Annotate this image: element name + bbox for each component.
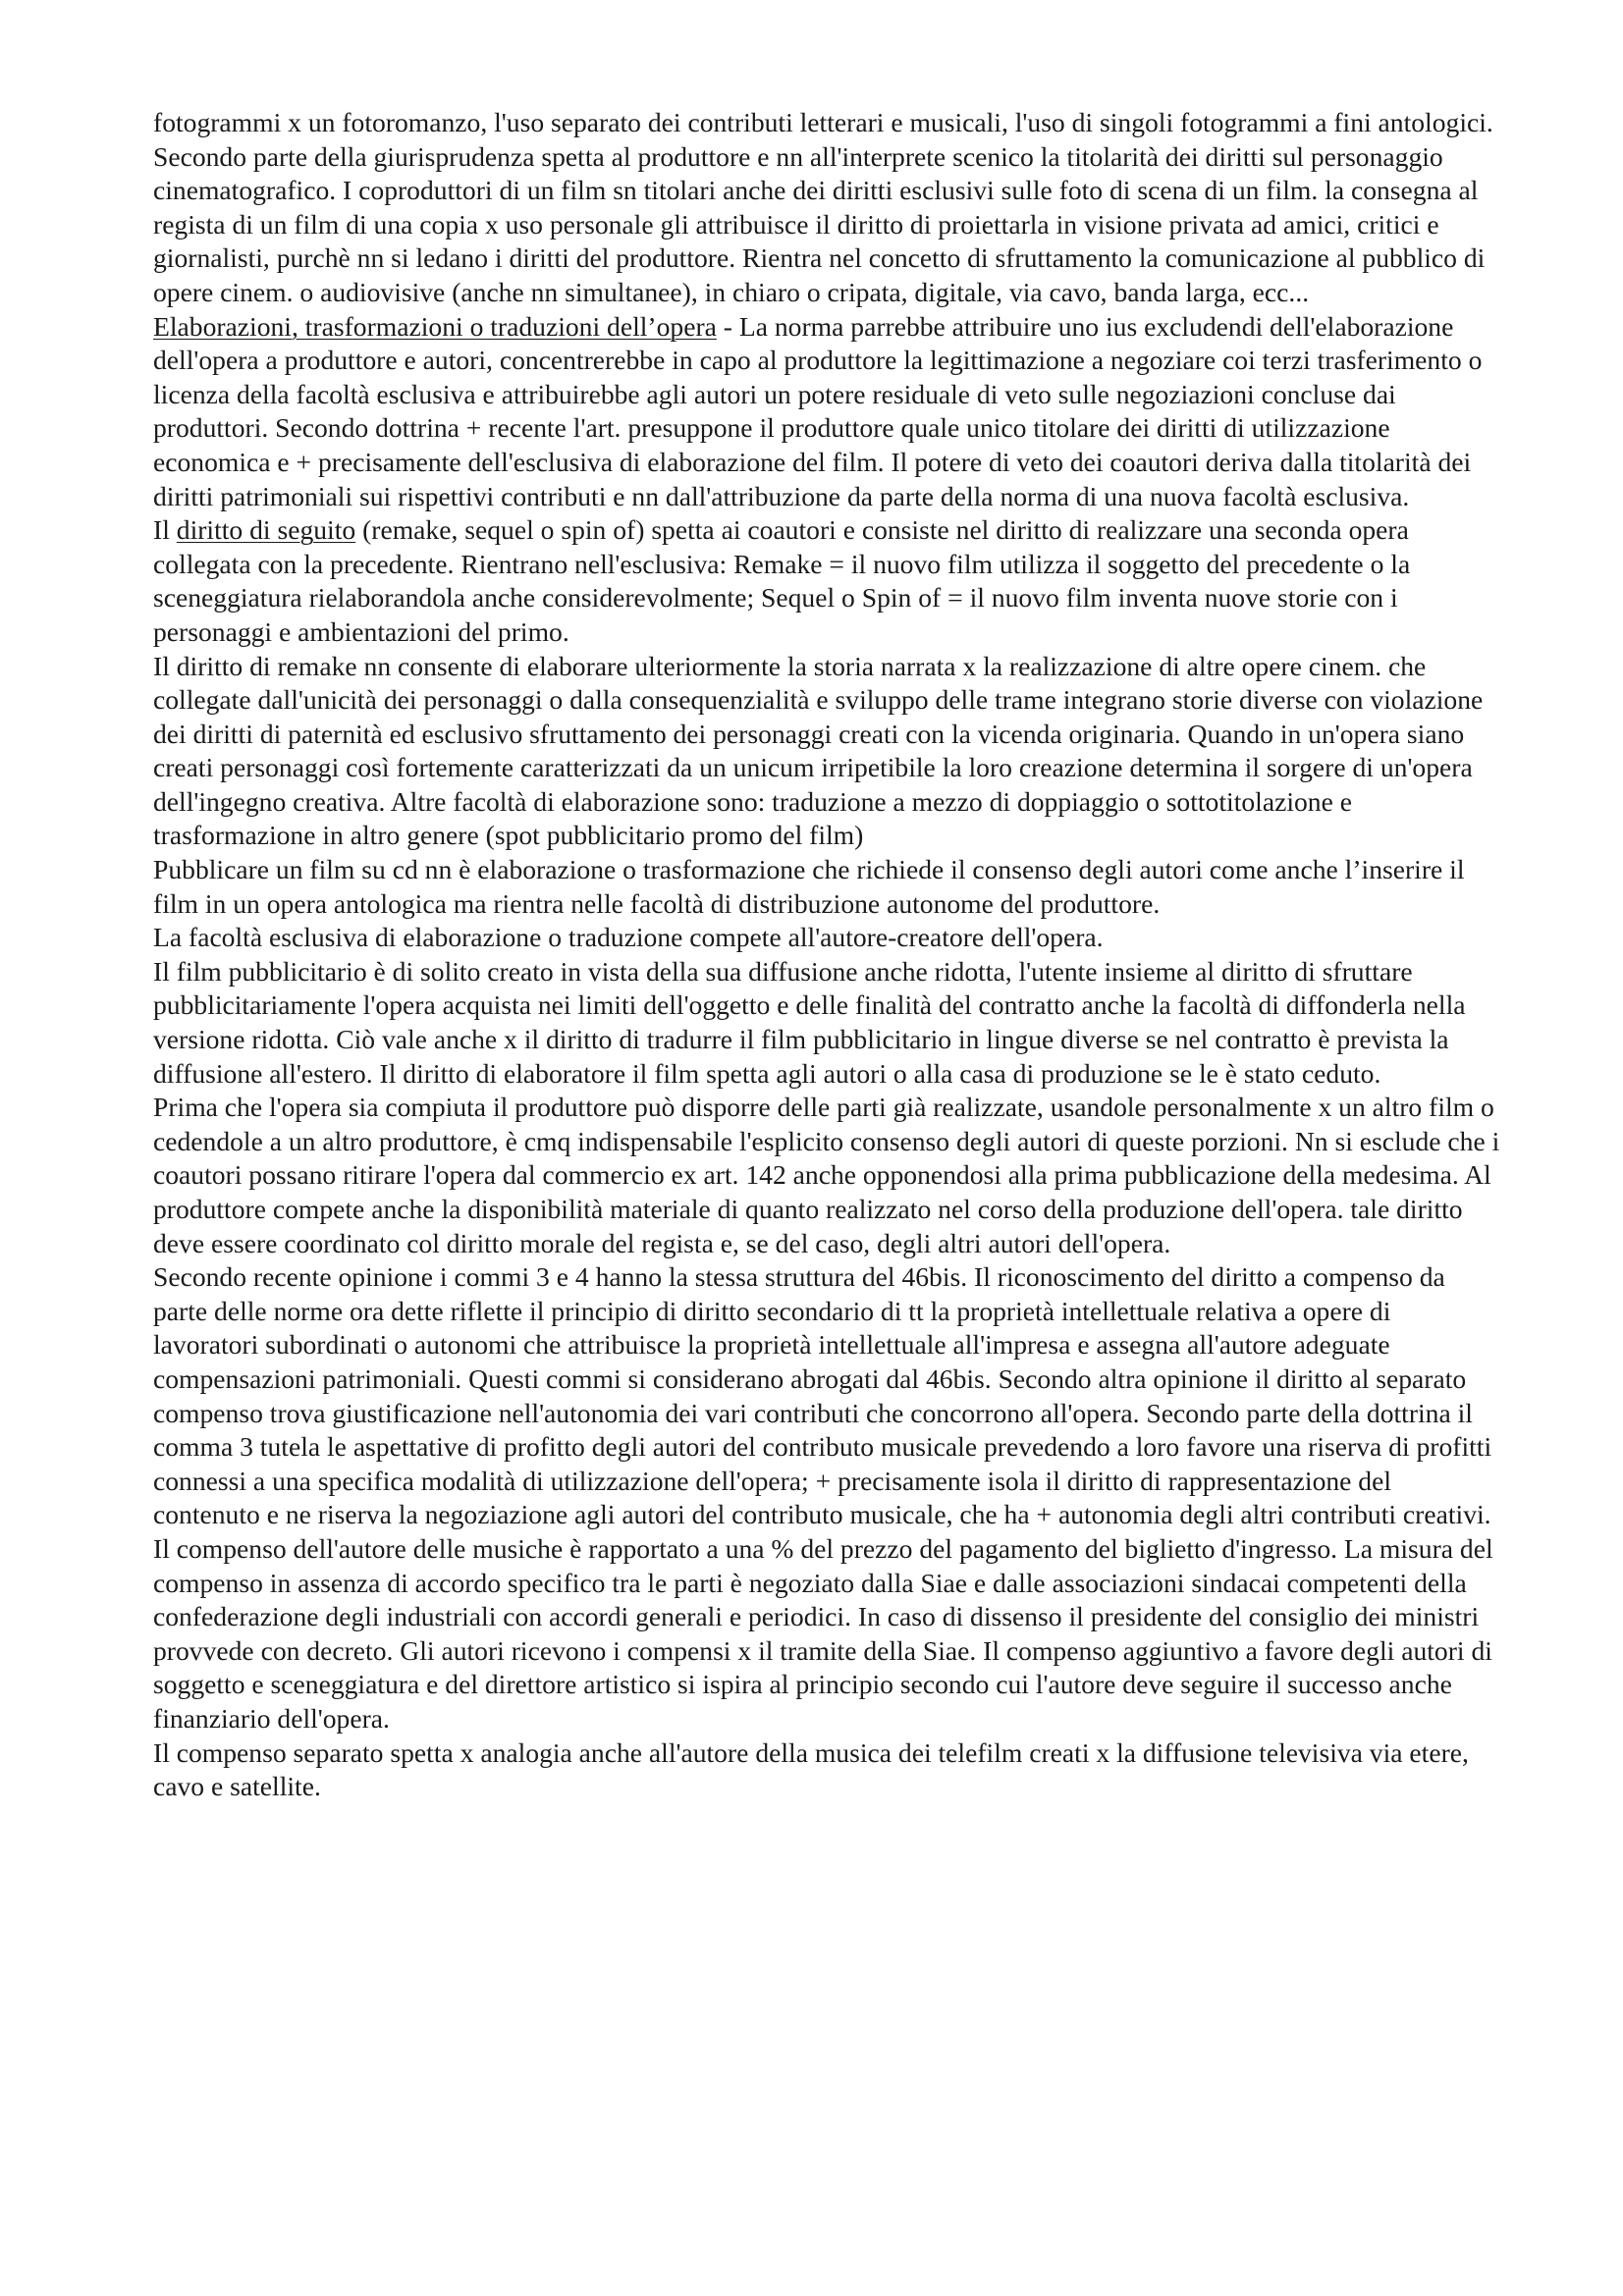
section-heading-diritto-di-seguito: diritto di seguito bbox=[176, 514, 356, 546]
paragraph-3 bbox=[153, 513, 1500, 649]
paragraph-9: Secondo recente opinione i commi 3 e 4 hanno la stessa struttura del 46bis. Il riconoscimento del diritto a compenso da parte delle norme ora dette riflette il principio di diritto secondario di tt la proprietà intellettuale relativa a opere di lavoratori subordinati o autonomi che attribuisce la proprietà intellettuale all'impresa e assegna all'autore adeguate compensazioni patrimoniali. Questi commi si considerano abrogati dal 46bis. Secondo altra opinione il diritto al separato compenso trova giustificazione nell'autonomia dei vari contributi che concorrono all'opera. Secondo parte della dottrina il comma 3 tutela le aspettative di profitto degli autori del contributo musicale prevedendo a loro favore una riserva di profitti connessi a una specifica modalità di utilizzazione dell'opera; + precisamente isola il diritto di rappresentazione del contenuto e ne riserva la negoziazione agli autori del contributo musicale, che ha + autonomia degli altri contributi creativi. bbox=[153, 1261, 1492, 1530]
paragraph-10: Il compenso dell'autore delle musiche è rapportato a una % del prezzo del pagamento del biglietto d'ingresso. La misura del compenso in assenza di accordo specifico tra le parti è negoziato dalla Siae e dalle associazioni sindacai competenti della confederazione degli industriali con accordi generali e periodici. In caso di dissenso il presidente del consiglio dei ministri provvede con decreto. Gli autori ricevono i compensi x il tramite della Siae. Il compenso aggiuntivo a favore degli autori di soggetto e sceneggiatura e del direttore artistico si ispira al principio secondo cui l'autore deve seguire il successo anche finanziario dell'opera. bbox=[153, 1532, 1493, 1734]
paragraph-11: Il compenso separato spetta x analogia anche all'autore della musica dei telefilm creati x la diffusione televisiva via etere, cavo e satellite. bbox=[153, 1736, 1469, 1802]
paragraph-4: Il diritto di remake nn consente di elaborare ulteriormente la storia narrata x la realizzazione di altre opere cinem. che collegate dall'unicità dei personaggi o dalla consequenzialità e sviluppo delle trame integrano storie diverse con violazione dei diritti di paternità ed esclusivo sfruttamento dei personaggi creati con la vicenda originaria. Quando in un'opera siano creati personaggi così fortemente caratterizzati da un unicum irripetibile la loro creazione determina il sorgere di un'opera dell'ingegno creativa. Altre facoltà di elaborazione sono: traduzione a mezzo di doppiaggio o sottotitolazione e trasformazione in altro genere (spot pubblicitario promo del film) bbox=[153, 650, 1484, 851]
document-page bbox=[153, 106, 1500, 1804]
paragraph-5: Pubblicare un film su cd nn è elaborazione o trasformazione che richiede il consenso degli autori come anche l’inserire il film in un opera antologica ma rientra nelle facoltà di distribuzione autonome del produttore. bbox=[153, 854, 1465, 919]
paragraph-3-lead: Il bbox=[153, 514, 177, 546]
paragraph-2-body: - La norma parrebbe attribuire uno ius excludendi dell'elaborazione dell'opera a produttore e autori, concentrerebbe in capo al produttore la legittimazione a negoziare coi terzi trasferimento o licenza della facoltà esclusiva e attribuirebbe agli autori un potere residuale di veto sulle negoziazioni concluse dai produttori. Secondo dottrina + recente l'art. presuppone il produttore quale unico titolare dei diritti di utilizzazione economica e + precisamente dell'esclusiva di elaborazione del film. Il potere di veto dei coautori deriva dalla titolarità dei diritti patrimoniali sui rispettivi contributi e nn dall'attribuzione da parte della norma di una nuova facoltà esclusiva. bbox=[153, 310, 1483, 511]
paragraph-2 bbox=[153, 310, 1500, 514]
paragraph-3-body: (remake, sequel o spin of) spetta ai coautori e consiste nel diritto di realizzare una seconda opera collegata con la precedente. Rientrano nell'esclusiva: Remake = il nuovo film utilizza il soggetto del precedente o la sceneggiatura rielaborandola anche considerevolmente; Sequel o Spin of = il nuovo film inventa nuove storie con i personaggi e ambientazioni del primo. bbox=[153, 514, 1411, 647]
paragraph-1: fotogrammi x un fotoromanzo, l'uso separato dei contributi letterari e musicali, l'uso di singoli fotogrammi a fini antologici. Secondo parte della giurisprudenza spetta al produttore e nn all'interprete scenico la titolarità dei diritti sul personaggio cinematografico. I coproduttori di un film sn titolari anche dei diritti esclusivi sulle foto di scena di un film. la consegna al regista di un film di una copia x uso personale gli attribuisce il diritto di proiettarla in visione privata ad amici, critici e giornalisti, purchè nn si ledano i diritti del produttore. Rientra nel concetto di sfruttamento la comunicazione al pubblico di opere cinem. o audiovisive (anche nn simultanee), in chiaro o cripata, digitale, via cavo, banda larga, ecc... bbox=[153, 107, 1493, 307]
paragraph-6: La facoltà esclusiva di elaborazione o traduzione compete all'autore-creatore dell'opera. bbox=[153, 922, 1104, 953]
paragraph-8: Prima che l'opera sia compiuta il produttore può disporre delle parti già realizzate, usandole personalmente x un altro film o cedendole a un altro produttore, è cmq indispensabile l'esplicito consenso degli autori di queste porzioni. Nn si esclude che i coautori possano ritirare l'opera dal commercio ex art. 142 anche opponendosi alla prima pubblicazione della medesima. Al produttore compete anche la disponibilità materiale di quanto realizzato nel corso della produzione dell'opera. tale diritto deve essere coordinato col diritto morale del regista e, se del caso, degli altri autori dell'opera. bbox=[153, 1092, 1500, 1258]
section-heading-elaborazioni: Elaborazioni, trasformazioni o traduzioni dell’opera bbox=[153, 310, 717, 342]
paragraph-7: Il film pubblicitario è di solito creato in vista della sua diffusione anche ridotta, l'utente insieme al diritto di sfruttare pubblicitariamente l'opera acquista nei limiti dell'oggetto e delle finalità del contratto anche la facoltà di diffonderla nella versione ridotta. Ciò vale anche x il diritto di tradurre il film pubblicitario in lingue diverse se nel contratto è prevista la diffusione all'estero. Il diritto di elaboratore il film spetta agli autori o alla casa di produzione se le è stato ceduto. bbox=[153, 955, 1466, 1089]
